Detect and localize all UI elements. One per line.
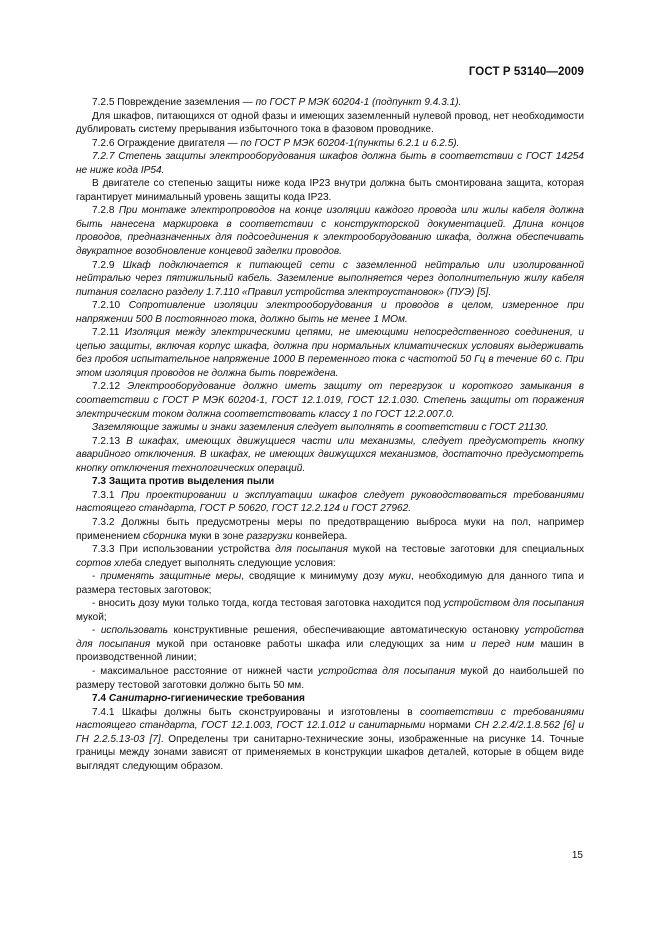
text-run: 7.2.13 [92, 435, 127, 447]
paragraph [76, 150, 584, 177]
paragraph [76, 177, 584, 204]
paragraph [76, 96, 584, 110]
text-run: машин в производственной линии; [76, 638, 584, 664]
italic-text-run: Санитарно [108, 693, 168, 705]
italic-text-run: сортов хлеба [76, 557, 142, 569]
italic-text-run: муки [388, 571, 411, 583]
paragraph [76, 326, 584, 380]
italic-text-run: При проектировании и эксплуатации шкафов следует руководствоваться требованиями настоящего стандарта, ГОСТ Р 50620, ГОСТ 12.2.124 и ГОСТ 27962. [76, 489, 584, 515]
italic-text-run: сборника [143, 530, 187, 542]
italic-text-run: При монтаже электропроводов на конце изоляции каждого провода или жилы кабеля должна быть нанесена маркировка в соответствии с конструкторской документацией. Длина концов проводов, предназначенных для подсоединения к электрооборудованию шкафа, должна обеспечивать двукратное возобновление концевой заделки проводов. [76, 205, 584, 258]
text-run: - [92, 625, 101, 637]
text-run: 7.2.6 Ограждение двигателя — [92, 137, 241, 149]
paragraph [76, 543, 584, 570]
text-run: 7.3.3 При использовании устройства [92, 544, 276, 556]
paragraph [76, 489, 584, 516]
paragraph [76, 204, 584, 258]
text-run: 7.2.11 [92, 327, 125, 339]
italic-text-run: Изоляция между электрическими цепями, не имеющими непосредственного соединения, и цепью защиты, включая корпус шкафа, должна при нормальных климатических условиях выдерживать без пробоя испытательное напряжение 1000 В переменного тока с частотой 50 Гц в течение 60 с. При этом изоляция проводов не должна быть повреждена. [76, 327, 584, 379]
text-run: 7.2.8 [92, 205, 119, 217]
text-run: 7.2.12 [92, 381, 128, 393]
italic-text-run: использовать [100, 625, 168, 637]
paragraph [76, 421, 584, 435]
text-run: конструктивные решения, обеспечивающие автоматическую остановку [168, 625, 525, 637]
text-run: 7.4.1 Шкафы должны быть сконструированы и изготовлены в [92, 706, 420, 718]
italic-text-run: Электрооборудование должно иметь защиту от перегрузок и короткого замыкания в соответствии с ГОСТ Р МЭК 60204-1, ГОСТ 12.1.019, ГОСТ 12.1.030. Степень защиты от поражения электрическим током должна соответствовать классу 1 по ГОСТ 12.2.007.0. [76, 381, 584, 420]
text-run: 7.3.1 [92, 489, 122, 501]
section-heading [76, 475, 584, 489]
text-run: 7.3 Защита против выделения пыли [92, 476, 275, 488]
text-run: мукой; [76, 611, 107, 623]
paragraph [76, 665, 584, 692]
paragraph [76, 299, 584, 326]
paragraph [76, 110, 584, 137]
text-run: муки в зоне [186, 530, 247, 542]
text-run: следует выполнять следующие условия: [141, 557, 336, 569]
italic-text-run: устройства для посыпания [76, 625, 584, 650]
text-run: - вносить дозу муки только тогда, когда тестовая заготовка находится под [92, 598, 444, 610]
section-heading [76, 692, 584, 706]
italic-text-run: Сопротивление изоляции электрооборудования и проводов в целом, измеренное при напряжении 500 В постоянного тока, должно быть не менее 1 МОм. [76, 300, 584, 325]
text-run: конвейера. [292, 530, 348, 542]
document-standard-number: ГОСТ Р 53140—2009 [468, 66, 584, 78]
page-number: 15 [571, 850, 583, 861]
text-run: - [92, 571, 101, 583]
paragraph [76, 380, 584, 421]
text-run: Для шкафов, питающихся от одной фазы и имеющих заземленный нулевой провод, нет необходимости дублировать систему прерывания избыточного тока в фазовом проводнике. [76, 110, 584, 136]
paragraph [76, 706, 584, 774]
paragraph [76, 137, 584, 151]
italic-text-run: Заземляющие зажимы и знаки заземления следует выполнять в соответствии с ГОСТ 21130. [92, 422, 549, 434]
text-run: , сводящие к минимуму дозу [241, 571, 389, 583]
text-run: 7.2.10 [92, 300, 129, 312]
text-run: . Определены три санитарно-технические зоны, изображенные на рисунке 14. Точные границы между зонами зависят от применяемых в конструкции шкафов деталей, которые в общем виде выглядят следующим образом. [76, 733, 584, 772]
italic-text-run: Шкаф подключается к питающей сети с заземленной нейтралью или изолированной нейтралью через пятижильный кабель. Заземление выполняется через дополнительную жилу кабеля питания согласно разделу 1.7.110 «Правил устройства электроустановок» (ПУЭ) [5]. [76, 259, 584, 298]
text-run: мукой до наибольшей по размеру тестовой заготовки должно быть 50 мм. [76, 665, 584, 691]
paragraph [76, 516, 584, 543]
paragraph [76, 435, 584, 476]
italic-text-run: применять защитные меры [100, 571, 242, 583]
italic-text-run: В шкафах, имеющих движущиеся части или механизмы, следует предусмотреть кнопку аварийного отключения. В шкафах, не имеющих движущихся механизмов, достаточно предусмотреть кнопку отключения технологических операций. [76, 435, 584, 474]
text-run: 7.3.2 Должны быть предусмотрены меры по предотвращению выброса муки на пол, например применением [76, 516, 584, 542]
italic-text-run: 7.2.7 Степень защиты электрооборудования шкафов должна быть в соответствии с ГОСТ 14254 не ниже кода IP54. [76, 151, 584, 176]
paragraph [76, 259, 584, 300]
text-run: мукой на тестовые заготовки для специальных [348, 544, 585, 556]
italic-text-run: и перед ним [470, 638, 535, 650]
italic-text-run: по ГОСТ Р МЭК 60204-1(пункты 6.2.1 и 6.2.5). [240, 137, 460, 149]
italic-text-run: СН 2.2.4/2.1.8.562 [6] и ГН 2.2.5.13-03 [7] [76, 720, 584, 745]
paragraph [76, 597, 584, 624]
text-run: , необходимую для данного типа и размера тестовых заготовок; [76, 571, 585, 596]
text-run: - максимальное расстояние от нижней части [92, 665, 318, 677]
text-run: 7.4 [92, 693, 109, 705]
document-body [76, 96, 584, 773]
italic-text-run: устройства для посыпания [318, 665, 456, 677]
italic-text-run: устройством для посыпания [443, 598, 584, 610]
paragraph [76, 624, 584, 665]
italic-text-run: соответствии с требованиями настоящего стандарта, ГОСТ 12.1.003, ГОСТ 12.1.012 и санитарными [76, 706, 584, 732]
italic-text-run: разгрузки [246, 530, 293, 542]
text-run: нормами [425, 720, 475, 732]
text-run: -гигиенические требования [167, 693, 305, 705]
italic-text-run: по ГОСТ Р МЭК 60204-1 (подпункт 9.4.3.1). [255, 97, 462, 108]
text-run: В двигателе со степенью защиты ниже кода IP23 внутри должна быть смонтирована защита, которая гарантирует минимальный уровень защиты кода IP23. [76, 178, 584, 203]
text-run: мукой при остановке работы шкафа или следующих за ним [150, 638, 471, 650]
text-run: 7.2.5 Повреждение заземления — [92, 97, 256, 108]
paragraph [76, 570, 584, 597]
italic-text-run: для посыпания [275, 544, 348, 556]
text-run: 7.2.9 [92, 259, 123, 271]
